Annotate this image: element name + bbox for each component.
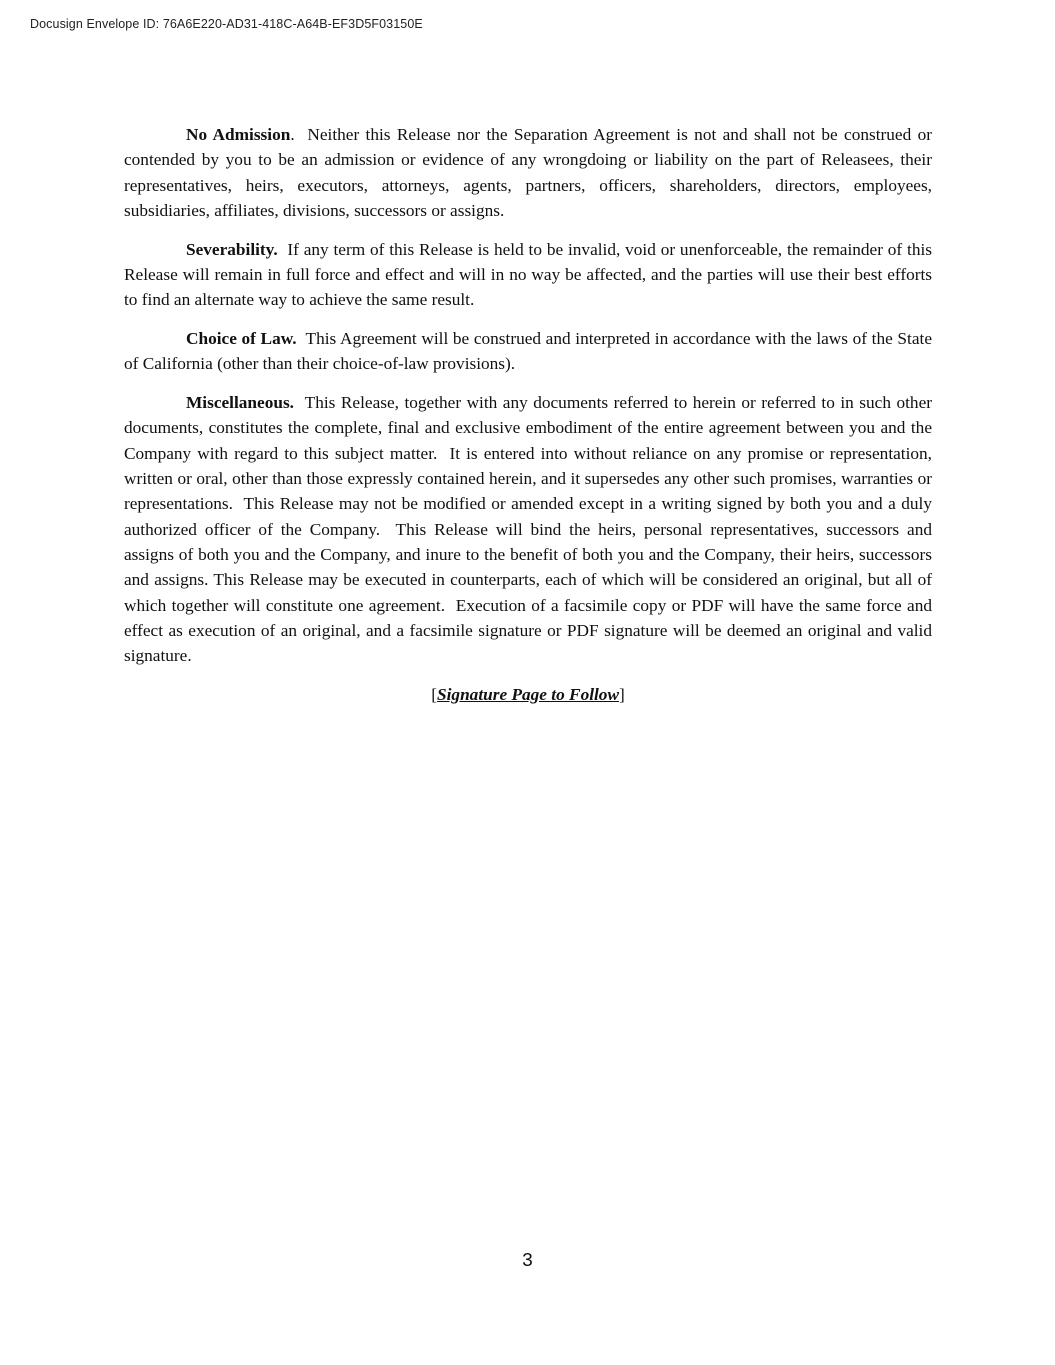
paragraph-heading: No Admission <box>186 125 291 144</box>
paragraph-heading-punct: . <box>290 125 295 144</box>
paragraph-heading: Severability. <box>186 239 278 259</box>
paragraph-heading: Choice of Law. <box>186 329 297 349</box>
open-bracket: [ <box>431 684 438 704</box>
signature-page-notice <box>124 682 932 707</box>
paragraph-severability <box>124 237 937 313</box>
paragraph-choice-of-law <box>124 326 937 377</box>
paragraph-miscellaneous <box>124 390 937 668</box>
paragraph-text: This Release, together with any documents referred to herein or referred to in such other documents, constitutes the complete, final and exclusive embodiment of the entire agreement between you and the Company with regard to this subject matter. It is entered into without reliance on any promise or representation, written or oral, other than those expressly contained herein, and it supersedes any other such promises, warranties or representations. This Release may not be modified or amended except in a writing signed by both you and a duly authorized officer of the Company. This Release will bind the heirs, personal representatives, successors and assigns of both you and the Company, and inure to the benefit of both you and the Company, their heirs, successors and assigns. This Release may be executed in counterparts, each of which will be considered an original, but all of which together will constitute one agreement. Execution of a facsimile copy or PDF will have the same force and effect as execution of an original, and a facsimile signature or PDF signature will be deemed an original and valid signature. <box>124 393 937 666</box>
paragraph-text: Neither this Release nor the Separation Agreement is not and shall not be construed or contended by you to be an admission or evidence of any wrongdoing or liability on the part of Releasees, their representatives, heirs, executors, attorneys, agents, partners, officers, shareholders, directors, employees, subsidiaries, affiliates, divisions, successors or assigns. <box>124 125 937 220</box>
close-bracket: ] <box>618 684 625 704</box>
paragraph-text: If any term of this Release is held to be invalid, void or unenforceable, the remainder of this Release will remain in full force and effect and will in no way be affected, and the parties will use their best efforts to find an alternate way to achieve the same result. <box>124 239 937 310</box>
signature-page-label: Signature Page to Follow <box>437 684 619 704</box>
paragraph-no-admission <box>124 122 937 223</box>
paragraph-text: This Agreement will be construed and interpreted in accordance with the laws of the State of California (other than their choice-of-law provisions). <box>124 329 937 374</box>
envelope-id: Docusign Envelope ID: 76A6E220-AD31-418C-A64B-EF3D5F03150E <box>30 17 423 31</box>
page-number: 3 <box>521 1250 534 1272</box>
document-body <box>124 122 937 725</box>
paragraph-heading: Miscellaneous. <box>186 393 294 413</box>
